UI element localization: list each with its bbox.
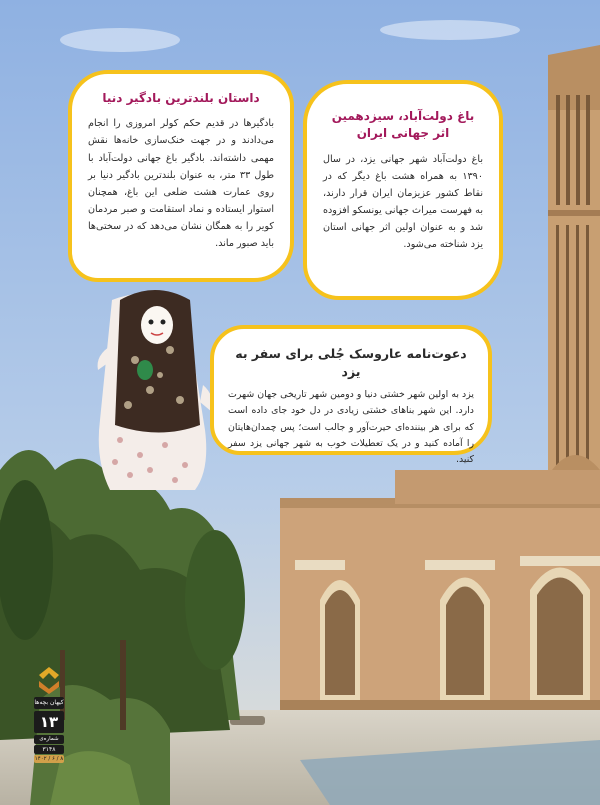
dolatabad-garden-title: باغ دولت‌آباد، سیزدهمین اثر جهانی ایران [331,109,475,141]
magazine-page-badge [28,665,70,763]
yazd-invitation-box [210,325,492,465]
yazd-invitation-body: یزد به اولین شهر خشتی دنیا و دومین شهر تاریخی جهان شهرت دارد. این شهر بناهای خشتی زیادی در دل خود جای داده است که برای هر بیننده‌ای حیرت‌آور و جالب است؛ پس چمدان‌هایتان را آماده کنید و در یک تعطیلات خوب به شهر جهانی یزد سفر کنید. [228,389,474,465]
windcatcher-story-body: بادگیرها در قدیم حکم کولر امروزی را انجام می‌دادند و در جهت خنک‌سازی خانه‌ها نقش مهمی داشته‌اند. بادگیر باغ جهانی دولت‌آباد با طول ۳۳ متر، به عنوان بلندترین بادگیر دنیا بر روی عمارت هشت ضلعی این باغ، همچنان استوار ایستاده و نماد استقامت و صبر مردمان کویر را به همگان نشان می‌دهد که در سختی‌ها باید صبور ماند. [88,118,274,249]
yazd-invitation-title: دعوت‌نامه عاروسک جُلی برای سفر به یزد [235,346,467,380]
windcatcher-story-title: داستان بلندترین بادگیر دنیا [102,91,260,105]
windcatcher-story-box [68,70,294,282]
issue-number: ۳۱۴۸ [34,745,64,754]
issue-date: ۱۴۰۲ / ۶ / ۸ [34,756,64,762]
page-number: ۱۳ [34,711,64,733]
issue-label: شماره‌ی [34,735,64,744]
dolatabad-garden-body: باغ دولت‌آباد شهر جهانی یزد، در سال ۱۳۹۰ به همراه هشت باغ دیگر که در نقاط کشور عزیزمان ایران قرار دارند، به فهرست میراث جهانی یونسکو افزوده شد و به عنوان اولین اثر جهانی استان یزد شناخته می‌شود. [323,153,483,251]
dolatabad-garden-box [303,80,503,300]
magazine-logo-icon [33,665,65,695]
brand-label: کیهان بچه‌ها [34,697,64,709]
